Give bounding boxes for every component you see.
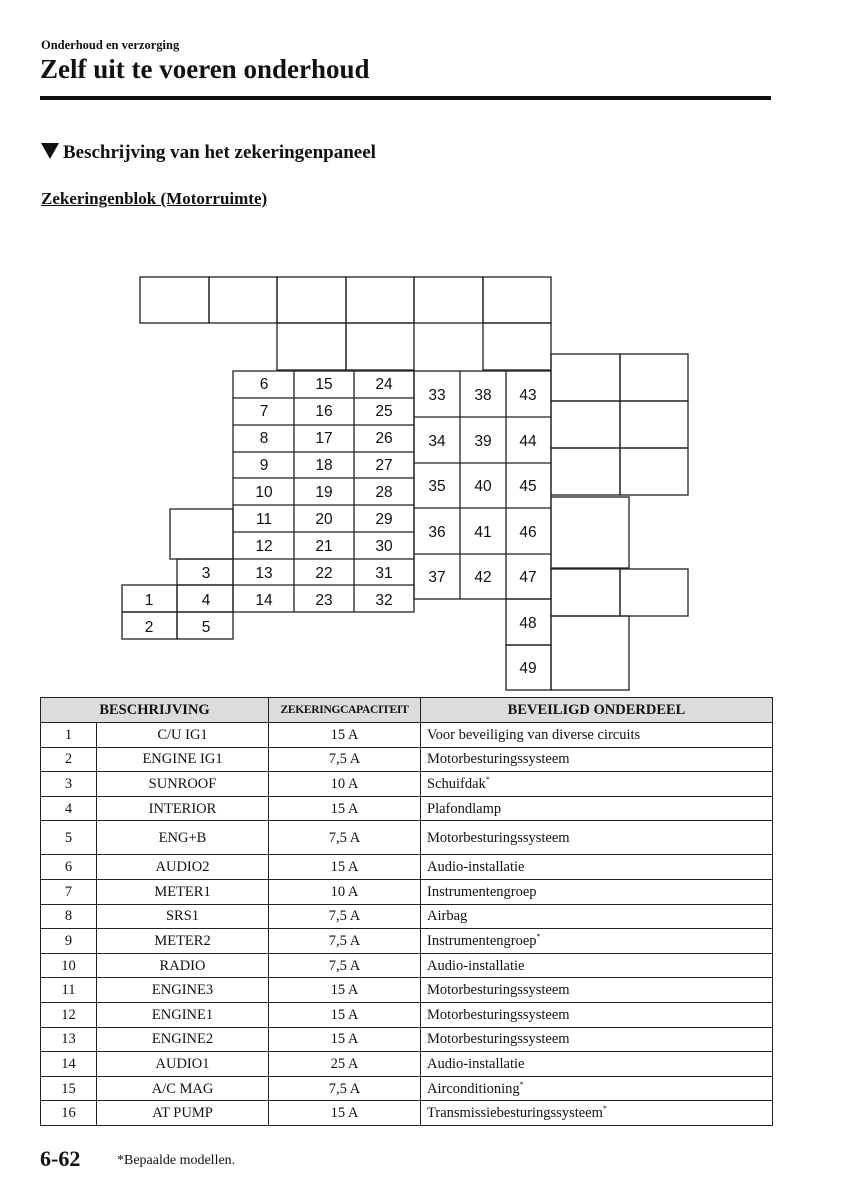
fuse-capacity-cell (269, 929, 421, 954)
fuse-label: 40 (474, 478, 492, 495)
fuse-capacity-cell (269, 953, 421, 978)
fuse-name-cell-text: AT PUMP (152, 1105, 213, 1122)
fuse-capacity-cell-text: 7,5 A (328, 829, 361, 846)
fuse-label: 28 (375, 484, 393, 501)
fuse-table (40, 697, 773, 1126)
fuse-capacity-cell (269, 1052, 421, 1077)
fuse-name-cell-text: AUDIO1 (155, 1055, 210, 1072)
fuse-number-cell-text: 15 (61, 1080, 76, 1097)
fuse-name-cell-text: C/U IG1 (157, 726, 208, 743)
fuse-capacity-cell (269, 879, 421, 904)
protected-part-cell (421, 1101, 773, 1126)
footnote: *Bepaalde modellen. (117, 1153, 236, 1168)
fuse-label: 14 (255, 592, 273, 609)
protected-part-cell (421, 953, 773, 978)
fuse-name-cell (97, 1101, 269, 1126)
footnote-marker: * (602, 1104, 607, 1114)
section-heading-text: Beschrijving van het zekeringenpaneel (63, 142, 376, 163)
fuse-label: 43 (519, 387, 537, 404)
fuse-number-cell (41, 904, 97, 929)
fuse-capacity-cell-text: 15 A (330, 859, 359, 876)
fuse-number-cell (41, 796, 97, 821)
fuse-label: 21 (315, 538, 333, 555)
fuse-number-cell-text: 8 (64, 908, 73, 925)
fuse-number-cell (41, 1002, 97, 1027)
fuse-name-cell (97, 1076, 269, 1101)
fuse-capacity-cell-text: 7,5 A (328, 751, 361, 768)
fuse-number-cell (41, 929, 97, 954)
protected-part-cell-text: Airconditioning (427, 1080, 520, 1097)
fuse-name-cell-text: RADIO (159, 957, 206, 974)
fuse-label: 34 (428, 433, 446, 450)
fuse-capacity-cell-text: 7,5 A (328, 957, 361, 974)
footnote-marker: * (519, 1079, 524, 1089)
column-header-protected-part: BEVEILIGD ONDERDEEL (421, 698, 773, 723)
fuse-capacity-cell-text: 15 A (330, 982, 359, 999)
fuse-label: 17 (315, 430, 333, 447)
fuse-number-cell (41, 1076, 97, 1101)
fuse-label: 4 (201, 592, 211, 609)
table-row (41, 929, 773, 954)
fuse-number-cell-text: 13 (61, 1031, 76, 1048)
fuse-label: 26 (375, 430, 393, 447)
fuse-name-cell-text: SUNROOF (148, 775, 217, 792)
page-number: 6-62 (40, 1146, 81, 1171)
section-label: Onderhoud en verzorging (41, 38, 180, 52)
fuse-label: 49 (519, 660, 537, 677)
fuse-capacity-cell (269, 1002, 421, 1027)
fuse-name-cell (97, 723, 269, 748)
fuse-label: 6 (259, 376, 269, 393)
protected-part-cell (421, 747, 773, 772)
fuse-name-cell-text: AUDIO2 (155, 859, 210, 876)
fuse-label: 41 (474, 524, 492, 541)
fuse-number-cell (41, 772, 97, 797)
fuse-number-cell (41, 821, 97, 855)
fuse-label: 1 (144, 592, 154, 609)
protected-part-cell (421, 821, 773, 855)
footnote-marker: * (536, 931, 541, 941)
fuse-label: 42 (474, 569, 492, 586)
fuse-label: 27 (375, 457, 393, 474)
protected-part-cell (421, 929, 773, 954)
table-row (41, 821, 773, 855)
protected-part-cell (421, 1052, 773, 1077)
fuse-label: 3 (201, 565, 211, 582)
table-row (41, 978, 773, 1003)
fuse-capacity-cell-text: 25 A (330, 1055, 359, 1072)
protected-part-cell-text: Instrumentengroep (427, 883, 537, 900)
fuse-name-cell-text: ENGINE3 (151, 982, 214, 999)
fuse-name-cell-text: A/C MAG (151, 1080, 214, 1097)
table-row (41, 855, 773, 880)
protected-part-cell-text: Motorbesturingssysteem (427, 1031, 570, 1048)
table-row (41, 723, 773, 748)
protected-part-cell-text: Motorbesturingssysteem (427, 751, 570, 768)
fuse-name-cell (97, 904, 269, 929)
table-row (41, 1076, 773, 1101)
fuse-number-cell (41, 1101, 97, 1126)
fuse-label: 19 (315, 484, 333, 501)
protected-part-cell-text: Audio-installatie (427, 957, 525, 974)
fuse-capacity-cell (269, 1101, 421, 1126)
protected-part-cell-text: Motorbesturingssysteem (427, 1006, 570, 1023)
fuse-label: 10 (255, 484, 273, 501)
fuse-capacity-cell (269, 723, 421, 748)
fuse-name-cell (97, 1052, 269, 1077)
fuse-number-cell (41, 879, 97, 904)
fuse-number-cell (41, 747, 97, 772)
fuse-label: 16 (315, 403, 333, 420)
fuse-label: 7 (259, 403, 269, 420)
fuse-capacity-cell (269, 855, 421, 880)
fuse-capacity-cell (269, 1027, 421, 1052)
fuse-name-cell (97, 978, 269, 1003)
fuse-name-cell (97, 1002, 269, 1027)
table-row (41, 1027, 773, 1052)
fuse-label: 30 (375, 538, 393, 555)
fuse-table-body (41, 723, 773, 1126)
fuse-capacity-cell (269, 978, 421, 1003)
fuse-label: 9 (259, 457, 269, 474)
fuse-label: 33 (428, 387, 446, 404)
fuse-name-cell (97, 772, 269, 797)
fuse-name-cell (97, 855, 269, 880)
fuse-number-cell (41, 723, 97, 748)
fuse-name-cell-text: METER2 (154, 932, 211, 949)
protected-part-cell-text: Motorbesturingssysteem (427, 829, 570, 846)
fuse-label: 25 (375, 403, 393, 420)
fuse-number-cell-text: 11 (61, 982, 76, 999)
protected-part-cell-text: Transmissiebesturingssysteem (427, 1105, 603, 1122)
table-row (41, 772, 773, 797)
fuse-number-cell-text: 1 (64, 726, 73, 743)
page-title: Zelf uit te voeren onderhoud (40, 54, 370, 84)
fuse-capacity-cell-text: 7,5 A (328, 932, 361, 949)
fuse-capacity-cell-text: 15 A (330, 1006, 359, 1023)
protected-part-cell-text: Schuifdak (427, 775, 486, 792)
fuse-number-cell-text: 7 (64, 883, 73, 900)
fuse-capacity-cell-text: 15 A (330, 800, 359, 817)
table-row (41, 953, 773, 978)
fuse-label: 15 (315, 376, 333, 393)
footnote-marker: * (485, 774, 490, 784)
fuse-label: 8 (259, 430, 269, 447)
fuse-capacity-cell-text: 15 A (330, 726, 359, 743)
table-row (41, 904, 773, 929)
fuse-capacity-cell-text: 15 A (330, 1031, 359, 1048)
fuse-label: 46 (519, 524, 537, 541)
protected-part-cell (421, 1002, 773, 1027)
fuse-name-cell (97, 879, 269, 904)
fuse-number-cell-text: 3 (64, 775, 73, 792)
fuse-name-cell (97, 821, 269, 855)
fuse-label: 44 (519, 433, 537, 450)
protected-part-cell-text: Plafondlamp (427, 800, 502, 817)
fuse-capacity-cell (269, 904, 421, 929)
column-header-description: BESCHRIJVING (41, 698, 269, 723)
fuse-capacity-cell (269, 1076, 421, 1101)
protected-part-cell-text: Airbag (427, 908, 468, 925)
fuse-label: 32 (375, 592, 393, 609)
fuse-capacity-cell (269, 747, 421, 772)
column-header-capacity: ZEKERINGCAPACITEIT (269, 698, 421, 723)
protected-part-cell (421, 904, 773, 929)
protected-part-cell-text: Voor beveiliging van diverse circuits (427, 726, 641, 743)
fuse-label: 36 (428, 524, 446, 541)
fuse-label: 35 (428, 478, 446, 495)
fuse-label: 22 (315, 565, 333, 582)
fuse-number-cell (41, 855, 97, 880)
fuse-number-cell-text: 4 (64, 800, 73, 817)
fuse-label: 20 (315, 511, 333, 528)
fuse-number-cell (41, 953, 97, 978)
protected-part-cell (421, 1076, 773, 1101)
fuse-capacity-cell-text: 7,5 A (328, 1080, 361, 1097)
protected-part-cell (421, 978, 773, 1003)
fuse-label: 45 (519, 478, 537, 495)
fuse-capacity-cell (269, 772, 421, 797)
protected-part-cell (421, 723, 773, 748)
fuse-capacity-cell (269, 821, 421, 855)
fuse-number-cell (41, 978, 97, 1003)
fuse-name-cell-text: METER1 (154, 883, 211, 900)
table-row (41, 1002, 773, 1027)
table-row (41, 879, 773, 904)
protected-part-cell (421, 772, 773, 797)
protected-part-cell-text: Audio-installatie (427, 1055, 525, 1072)
fuse-number-cell-text: 2 (64, 751, 73, 768)
fuse-number-cell-text: 16 (61, 1105, 76, 1122)
fuse-name-cell-text: ENGINE2 (151, 1031, 214, 1048)
fuse-label: 47 (519, 569, 537, 586)
fuse-name-cell-text: ENG+B (158, 829, 207, 846)
fuse-label: 31 (375, 565, 393, 582)
protected-part-cell-text: Motorbesturingssysteem (427, 982, 570, 999)
fuse-label: 38 (474, 387, 492, 404)
fuse-number-cell-text: 5 (64, 829, 73, 846)
fuse-name-cell (97, 747, 269, 772)
fuse-number-cell-text: 6 (64, 859, 73, 876)
protected-part-cell-text: Audio-installatie (427, 859, 525, 876)
table-header-row (41, 698, 773, 723)
fuse-label: 11 (255, 511, 273, 528)
fuse-label: 13 (255, 565, 273, 582)
table-row (41, 1052, 773, 1077)
fuse-name-cell (97, 796, 269, 821)
fuse-capacity-cell-text: 10 A (330, 883, 359, 900)
fuse-label: 37 (428, 569, 446, 586)
fuse-label: 39 (474, 433, 492, 450)
fuse-number-cell (41, 1027, 97, 1052)
table-row (41, 1101, 773, 1126)
fuse-number-cell-text: 9 (64, 932, 73, 949)
fuse-label: 5 (201, 619, 211, 636)
protected-part-cell (421, 1027, 773, 1052)
fuse-block-title: Zekeringenblok (Motorruimte) (41, 189, 268, 208)
fuse-number-cell (41, 1052, 97, 1077)
fuse-name-cell-text: INTERIOR (148, 800, 217, 817)
table-row (41, 747, 773, 772)
fuse-number-cell-text: 10 (61, 957, 76, 974)
fuse-label: 2 (144, 619, 154, 636)
fuse-capacity-cell-text: 10 A (330, 775, 359, 792)
protected-part-cell (421, 796, 773, 821)
protected-part-cell (421, 855, 773, 880)
fuse-label: 12 (255, 538, 273, 555)
fuse-capacity-cell-text: 7,5 A (328, 908, 361, 925)
fuse-name-cell (97, 1027, 269, 1052)
protected-part-cell (421, 879, 773, 904)
fuse-name-cell-text: SRS1 (165, 908, 200, 925)
fuse-name-cell-text: ENGINE1 (151, 1006, 214, 1023)
protected-part-cell-text: Instrumentengroep (427, 932, 537, 949)
fuse-label: 18 (315, 457, 333, 474)
fuse-capacity-cell (269, 796, 421, 821)
fuse-number-cell-text: 12 (61, 1006, 76, 1023)
fuse-label: 48 (519, 615, 537, 632)
fuse-label: 29 (375, 511, 393, 528)
fuse-name-cell-text: ENGINE IG1 (142, 751, 223, 768)
fuse-capacity-cell-text: 15 A (330, 1105, 359, 1122)
fuse-name-cell (97, 929, 269, 954)
fuse-name-cell (97, 953, 269, 978)
table-row (41, 796, 773, 821)
fuse-label: 24 (375, 376, 393, 393)
fuse-label: 23 (315, 592, 333, 609)
fuse-number-cell-text: 14 (61, 1055, 76, 1072)
